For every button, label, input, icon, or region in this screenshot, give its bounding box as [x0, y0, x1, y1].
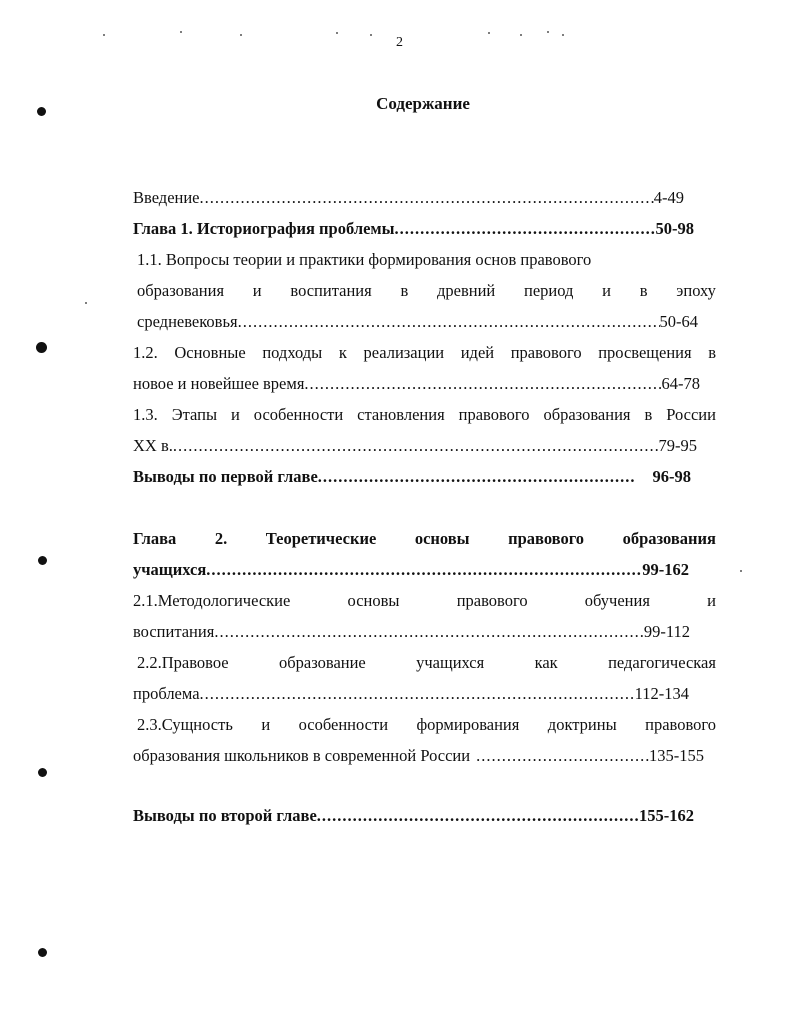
word: воспитания — [290, 281, 372, 300]
toc-entry-text: Глава 1. Историография проблемы — [133, 219, 395, 238]
toc-entry-2-3-line2 — [133, 744, 704, 768]
toc-entry-1-1-line2 — [137, 279, 716, 303]
toc-leader — [318, 465, 635, 489]
word: учащихся — [416, 653, 485, 672]
toc-entry-text: учащихся — [133, 560, 207, 579]
toc-entry-chapter-2-line2 — [133, 558, 689, 582]
toc-entry-pages: 4-49 — [653, 188, 684, 207]
toc-entry-pages: 50-98 — [655, 219, 694, 238]
word: 2.3.Сущность — [137, 715, 233, 734]
toc-entry-text: XX в. — [133, 436, 173, 455]
toc-leader — [200, 682, 635, 706]
word: и — [261, 715, 271, 734]
toc-entry-1-1-line3 — [137, 310, 698, 334]
word: правового — [508, 529, 585, 548]
toc-leader — [395, 217, 656, 241]
toc-entry-chapter-1 — [133, 217, 694, 241]
word: педагогическая — [608, 653, 716, 672]
toc-leader — [470, 744, 649, 768]
word: подходы — [262, 343, 323, 362]
toc-entry-2-2-line1 — [137, 651, 716, 675]
word: Глава — [133, 529, 177, 548]
word: Этапы — [171, 405, 218, 424]
toc-entry-2-3-line1 — [137, 713, 716, 737]
scan-speck — [85, 302, 87, 304]
toc-entry-text: Введение — [133, 188, 200, 207]
toc-entry-1-2-line2 — [133, 372, 700, 396]
word: древний — [437, 281, 496, 300]
word: период — [524, 281, 574, 300]
scan-speck — [562, 34, 564, 36]
word: образования — [137, 281, 225, 300]
toc-entry-pages: 99-112 — [643, 622, 690, 641]
binder-hole-mark — [37, 107, 46, 116]
word: идей — [460, 343, 495, 362]
toc-entry-text: новое и новейшее время — [133, 374, 305, 393]
toc-entry-pages: 50-64 — [659, 312, 698, 331]
word: реализации — [363, 343, 445, 362]
page-number: 2 — [396, 35, 403, 50]
word: 2.1.Методологические — [133, 591, 291, 610]
scan-speck — [336, 32, 338, 34]
toc-entry-chapter-2-line1 — [133, 527, 716, 551]
word: в — [708, 343, 716, 362]
word: доктрины — [547, 715, 617, 734]
word: формирования — [416, 715, 520, 734]
toc-entry-text: проблема — [133, 684, 200, 703]
toc-entry-text: Выводы по первой главе — [133, 467, 318, 486]
scan-speck — [370, 34, 372, 36]
binder-hole-mark — [38, 948, 47, 957]
toc-entry-pages: 155-162 — [639, 806, 694, 825]
toc-entry-2-2-line2 — [133, 682, 689, 706]
word: правового — [458, 405, 530, 424]
page-title: Содержание — [376, 94, 470, 113]
toc-entry-pages: 64-78 — [661, 374, 700, 393]
word: Основные — [174, 343, 246, 362]
binder-hole-mark — [38, 556, 47, 565]
scan-speck — [520, 34, 522, 36]
scan-speck — [488, 32, 490, 34]
binder-hole-mark — [38, 768, 47, 777]
toc-entry-pages: 96-98 — [652, 467, 691, 486]
word: и — [602, 281, 611, 300]
word: и — [230, 405, 240, 424]
word: и — [707, 591, 716, 610]
word: 2. — [214, 529, 228, 548]
word: и — [252, 281, 262, 300]
scan-speck — [180, 31, 182, 33]
toc-entry-pages: 112-134 — [634, 684, 689, 703]
word: образования — [543, 405, 631, 424]
word: просвещения — [598, 343, 692, 362]
toc-entry-1-2-line1 — [133, 341, 716, 365]
toc-entry-conclusion-2 — [133, 804, 694, 828]
toc-entry-text: Выводы по второй главе — [133, 806, 317, 825]
word: особенности — [298, 715, 389, 734]
scan-speck — [103, 34, 105, 36]
toc-leader — [206, 558, 642, 582]
word: России — [666, 405, 716, 424]
toc-leader — [200, 186, 654, 210]
word: Теоретические — [265, 529, 377, 548]
word: обучения — [584, 591, 650, 610]
word: образование — [278, 653, 366, 672]
word: 1.3. — [133, 405, 158, 424]
toc-entry-conclusion-1 — [133, 465, 691, 489]
toc-entry-pages: 79-95 — [658, 436, 697, 455]
toc-entry-pages: 99-162 — [642, 560, 689, 579]
scan-speck — [547, 31, 549, 33]
word: в — [644, 405, 653, 424]
toc-entry-2-1-line1 — [133, 589, 716, 613]
toc-entry-1-1-line1: 1.1. Вопросы теории и практики формирования основ правового — [137, 250, 592, 269]
binder-hole-mark — [36, 342, 47, 353]
word: правового — [645, 715, 716, 734]
toc-entry-1-3-line2 — [133, 434, 697, 458]
toc-entry-text: образования школьников в современной России — [133, 746, 471, 765]
toc-entry-text: воспитания — [133, 622, 215, 641]
word: правового — [456, 591, 528, 610]
word: правового — [510, 343, 582, 362]
toc-leader — [304, 372, 661, 396]
word: в — [639, 281, 648, 300]
word: становления — [357, 405, 445, 424]
word: основы — [414, 529, 470, 548]
toc-leader — [317, 804, 639, 828]
word: как — [534, 653, 558, 672]
word: к — [338, 343, 347, 362]
scan-speck — [240, 34, 242, 36]
word: в — [400, 281, 409, 300]
word: основы — [347, 591, 400, 610]
toc-entry-pages: 135-155 — [649, 746, 704, 765]
toc-leader — [173, 434, 659, 458]
toc-entry-2-1-line2 — [133, 620, 690, 644]
word: особенности — [253, 405, 344, 424]
toc-leader — [214, 620, 644, 644]
word: 1.2. — [133, 343, 158, 362]
toc-entry-text: средневековья — [137, 312, 238, 331]
word: образования — [622, 529, 716, 548]
word: эпоху — [676, 281, 716, 300]
toc-leader — [238, 310, 660, 334]
scan-speck — [740, 570, 742, 572]
toc-entry-1-3-line1 — [133, 403, 716, 427]
toc-entry-intro — [133, 186, 684, 210]
word: 2.2.Правовое — [137, 653, 229, 672]
